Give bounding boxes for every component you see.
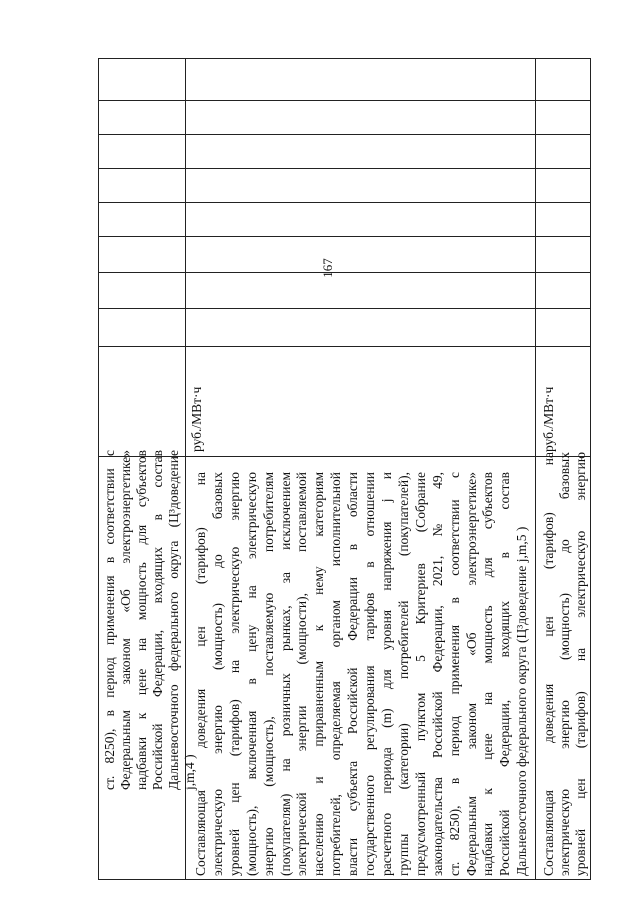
- text-line: группы (категории) потребителей (покупателей),: [395, 472, 411, 876]
- text-line: Составляющая доведения цен (тарифов) на: [193, 472, 208, 876]
- text-line: Федеральным законом «Об электроэнергетике»: [463, 472, 479, 876]
- text-line: расчетного периода (m) для уровня напряжения j и: [378, 472, 394, 876]
- text-line: электрическую энергию (мощность) до базовых: [557, 452, 572, 876]
- text-line: ст. 8250), в период применения в соответствии с: [102, 450, 117, 790]
- text-line: государственного регулирования тарифов в отношении: [362, 472, 378, 876]
- divider: [98, 168, 591, 169]
- row3-description: [541, 452, 589, 876]
- text-line: Составляющая доведения цен (тарифов) на: [541, 452, 556, 876]
- text-line: законодательства Российской Федерации, 2021, № 49,: [429, 472, 445, 876]
- row2-unit: руб./МВт·ч: [541, 386, 556, 452]
- text-line: населению и приравненным к нему категориям: [311, 472, 327, 876]
- text-line: уровней цен (тарифов) на электрическую энергию: [573, 452, 588, 876]
- row-divider: [535, 58, 536, 880]
- text-line: Федеральным законом «Об электроэнергетике»: [118, 450, 133, 790]
- text-line: предусмотренный пунктом 5 Критериев (Собрание: [412, 472, 428, 876]
- text-line: Российской Федерации, входящих в состав: [497, 472, 513, 876]
- text-line: энергию (мощность), поставляемую потребителям: [260, 472, 276, 876]
- text-line: надбавки к цене на мощность для субъектов: [480, 472, 496, 876]
- text-line: электрической энергии (мощности), поставляемой: [294, 472, 310, 876]
- text-line: надбавки к цене на мощность для субъектов: [134, 450, 149, 790]
- text-line: Дальневосточного федерального округа (Ц³доведение j,m,4 ): [166, 450, 197, 790]
- divider: [98, 100, 591, 101]
- row2-description: [193, 472, 531, 876]
- row1-unit: руб./МВт·ч: [189, 386, 204, 452]
- text-line: (мощность), включенная в цену на электрическую: [243, 472, 259, 876]
- divider: [98, 236, 591, 237]
- text-line: (покупателям) на розничных рынках, за исключением: [277, 472, 293, 876]
- divider: [98, 134, 591, 135]
- page-number: 167: [319, 258, 335, 278]
- text-line: уровней цен (тарифов) на электрическую энергию: [226, 472, 242, 876]
- row1-description: [102, 450, 198, 790]
- text-line: Дальневосточного федерального округа (Ц³доведение j,m,5 ): [514, 526, 530, 876]
- divider: [98, 346, 591, 347]
- text-line: Российской Федерации, входящих в состав: [150, 450, 165, 790]
- divider: [98, 202, 591, 203]
- divider: [98, 308, 591, 309]
- text-line: электрическую энергию (мощность) до базовых: [209, 472, 225, 876]
- text-line: ст. 8250), в период применения в соответствии с: [446, 472, 462, 876]
- text-line: потребителей, определяемая органом исполнительной: [328, 472, 344, 876]
- text-line: власти субъекта Российской Федерации в области: [345, 472, 361, 876]
- divider: [98, 272, 591, 273]
